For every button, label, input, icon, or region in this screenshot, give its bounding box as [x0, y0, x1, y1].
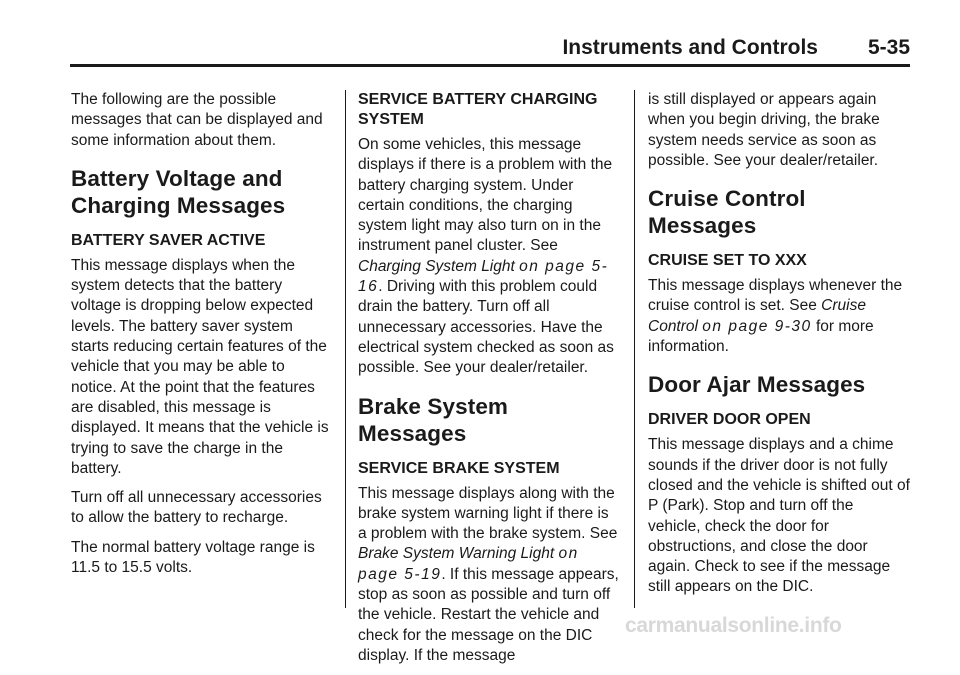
column-divider-2 [634, 90, 635, 608]
battery-saver-paragraph-1: This message displays when the system detects that the battery voltage is dropping below expected levels. The battery saver system starts reducing certain features of the vehicle that you may be able to notice. At the point that the features are disabled, this message is displayed. It means that the vehicle is trying to save the charge in the battery. [71, 256, 329, 477]
brake-continuation-paragraph: is still displayed or appears again when you begin driving, the brake system needs service as soon as possible. See your dealer/retailer. [648, 91, 880, 169]
service-brake-heading: SERVICE BRAKE SYSTEM [358, 459, 560, 477]
battery-saver-paragraph-3: The normal battery voltage range is 11.5 to 15.5 volts. [71, 538, 315, 577]
charging-paragraph: On some vehicles, this message displays if there is a problem with the battery charging system. Under certain conditions, the charging system light may also turn on in the instrument panel cluster. See Charging System Light on page 5-16. Driving with this problem could drain the battery. Turn off all unnecessary accessories. Have the electrical system checked as soon as possible. See your dealer/retailer. [358, 136, 614, 377]
cruise-paragraph: This message displays whenever the cruise control is set. See Cruise Control on page 9-30 for more information. [648, 277, 903, 356]
intro-paragraph: The following are the possible messages that can be displayed and some information about them. [71, 91, 323, 149]
page-number: 5-35 [867, 36, 910, 59]
service-battery-charging-heading: SERVICE BATTERY CHARGING SYSTEM [358, 91, 598, 128]
brake-messages-heading: Brake System Messages [358, 393, 509, 446]
brake-warning-light-link[interactable]: Brake System Warning Light on page 5-19 [358, 545, 579, 583]
battery-messages-heading: Battery Voltage and Charging Messages [71, 165, 286, 218]
page-header [70, 28, 910, 67]
column-2 [358, 90, 620, 675]
battery-saver-paragraph-2: Turn off all unnecessary accessories to allow the battery to recharge. [71, 489, 322, 527]
battery-saver-heading: BATTERY SAVER ACTIVE [71, 231, 266, 249]
section-title: Instruments and Controls [562, 36, 818, 59]
charging-system-light-link[interactable]: Charging System Light on page 5-16 [358, 257, 609, 296]
brake-paragraph: This message displays along with the brake system warning light if there is a problem with the brake system. See Brake System Warning Light on page 5-19. If this message appears, stop as soon as possible and turn off the vehicle. Restart the vehicle and check for the message on the DIC display. If the message [358, 484, 619, 664]
driver-door-heading: DRIVER DOOR OPEN [648, 411, 811, 429]
watermark: carmanualsonline.info [625, 614, 842, 637]
column-divider-1 [345, 90, 346, 608]
door-ajar-heading: Door Ajar Messages [648, 372, 866, 398]
door-paragraph: This message displays and a chime sounds if the driver door is not fully closed and the vehicle is shifted out of P (Park). Stop and turn off the vehicle, check the door for obstructions, and close the door again. Check to see if the message still appears on the DIC. [648, 436, 910, 596]
column-3 [648, 90, 910, 607]
cruise-control-link[interactable]: Cruise Control on page 9-30 [648, 297, 866, 335]
column-1 [71, 90, 329, 587]
cruise-set-heading: CRUISE SET TO XXX [648, 252, 807, 270]
cruise-messages-heading: Cruise Control Messages [648, 186, 806, 239]
